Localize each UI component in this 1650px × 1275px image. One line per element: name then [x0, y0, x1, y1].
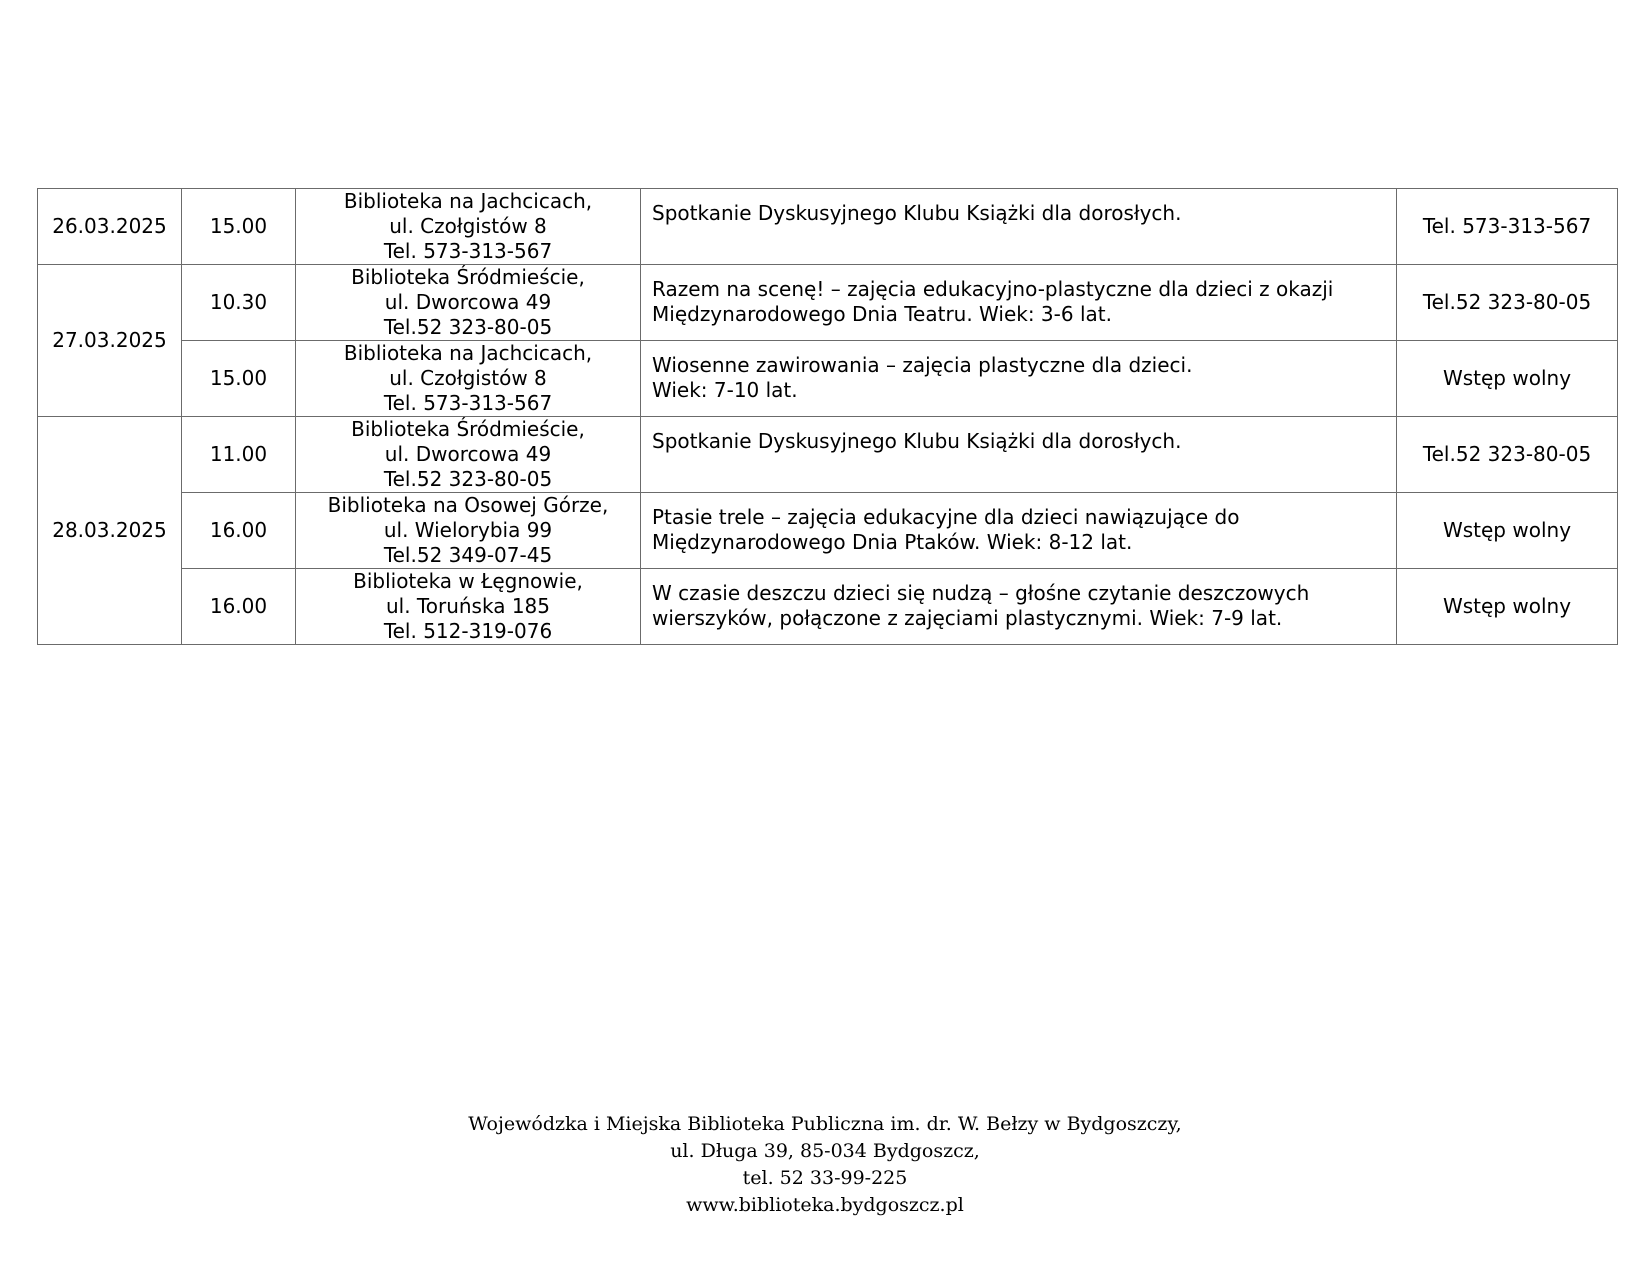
location-name: Biblioteka Śródmieście, [351, 265, 585, 289]
location-address: ul. Wielorybia 99 [383, 518, 553, 542]
event-location [296, 493, 641, 569]
location-address: ul. Czołgistów 8 [389, 366, 547, 390]
description-line: Ptasie trele – zajęcia edukacyjne dla dzieci nawiązujące do [652, 505, 1240, 529]
event-time: 11.00 [182, 417, 296, 493]
event-description [641, 493, 1397, 569]
event-location [296, 265, 641, 341]
event-time: 15.00 [182, 341, 296, 417]
event-location [296, 569, 641, 645]
event-description [641, 341, 1397, 417]
description-line: Spotkanie Dyskusyjnego Klubu Książki dla dorosłych. [652, 429, 1182, 453]
event-location [296, 341, 641, 417]
table-row [38, 189, 1618, 265]
events-table [37, 188, 1618, 645]
event-date: 26.03.2025 [38, 189, 182, 265]
footer-website: www.biblioteka.bydgoszcz.pl [686, 1194, 964, 1216]
description-line: Spotkanie Dyskusyjnego Klubu Książki dla dorosłych. [652, 201, 1182, 225]
event-time: 15.00 [182, 189, 296, 265]
location-address: ul. Dworcowa 49 [384, 442, 552, 466]
event-description [641, 569, 1397, 645]
table-row [38, 341, 1618, 417]
footer-phone: tel. 52 33-99-225 [742, 1167, 908, 1189]
library-footer [0, 1111, 1650, 1219]
location-phone: Tel. 573-313-567 [383, 239, 553, 263]
event-location [296, 189, 641, 265]
event-location [296, 417, 641, 493]
event-info: Wstęp wolny [1397, 493, 1618, 569]
table-row [38, 265, 1618, 341]
description-line: W czasie deszczu dzieci się nudzą – głośne czytanie deszczowych [652, 581, 1310, 605]
description-line: Międzynarodowego Dnia Ptaków. Wiek: 8-12 lat. [652, 530, 1133, 554]
location-address: ul. Toruńska 185 [385, 594, 550, 618]
table-row [38, 569, 1618, 645]
event-time: 10.30 [182, 265, 296, 341]
event-description [641, 265, 1397, 341]
location-phone: Tel.52 349-07-45 [383, 543, 553, 567]
event-info: Tel.52 323-80-05 [1397, 417, 1618, 493]
footer-address: ul. Długa 39, 85-034 Bydgoszcz, [670, 1140, 980, 1162]
description-line: Razem na scenę! – zajęcia edukacyjno-plastyczne dla dzieci z okazji [652, 277, 1334, 301]
location-name: Biblioteka Śródmieście, [351, 417, 585, 441]
event-date: 27.03.2025 [38, 265, 182, 417]
event-info: Tel.52 323-80-05 [1397, 265, 1618, 341]
event-time: 16.00 [182, 493, 296, 569]
description-line: Wiosenne zawirowania – zajęcia plastyczne dla dzieci. [652, 353, 1193, 377]
event-info: Wstęp wolny [1397, 341, 1618, 417]
table-row [38, 417, 1618, 493]
event-time: 16.00 [182, 569, 296, 645]
location-phone: Tel.52 323-80-05 [383, 467, 553, 491]
location-address: ul. Czołgistów 8 [389, 214, 547, 238]
event-description [641, 417, 1397, 493]
description-line: Wiek: 7-10 lat. [652, 378, 798, 402]
table-row [38, 493, 1618, 569]
event-info: Wstęp wolny [1397, 569, 1618, 645]
event-date: 28.03.2025 [38, 417, 182, 645]
description-line: Międzynarodowego Dnia Teatru. Wiek: 3-6 lat. [652, 302, 1112, 326]
location-name: Biblioteka w Łęgnowie, [353, 569, 583, 593]
location-address: ul. Dworcowa 49 [384, 290, 552, 314]
location-phone: Tel. 512-319-076 [383, 619, 553, 643]
event-info: Tel. 573-313-567 [1397, 189, 1618, 265]
footer-library-name: Wojewódzka i Miejska Biblioteka Publiczna im. dr. W. Bełzy w Bydgoszczy, [468, 1113, 1182, 1135]
location-phone: Tel.52 323-80-05 [383, 315, 553, 339]
location-phone: Tel. 573-313-567 [383, 391, 553, 415]
location-name: Biblioteka na Jachcicach, [343, 189, 593, 213]
event-description [641, 189, 1397, 265]
location-name: Biblioteka na Jachcicach, [343, 341, 593, 365]
description-line: wierszyków, połączone z zajęciami plastycznymi. Wiek: 7-9 lat. [652, 606, 1283, 630]
location-name: Biblioteka na Osowej Górze, [327, 493, 609, 517]
